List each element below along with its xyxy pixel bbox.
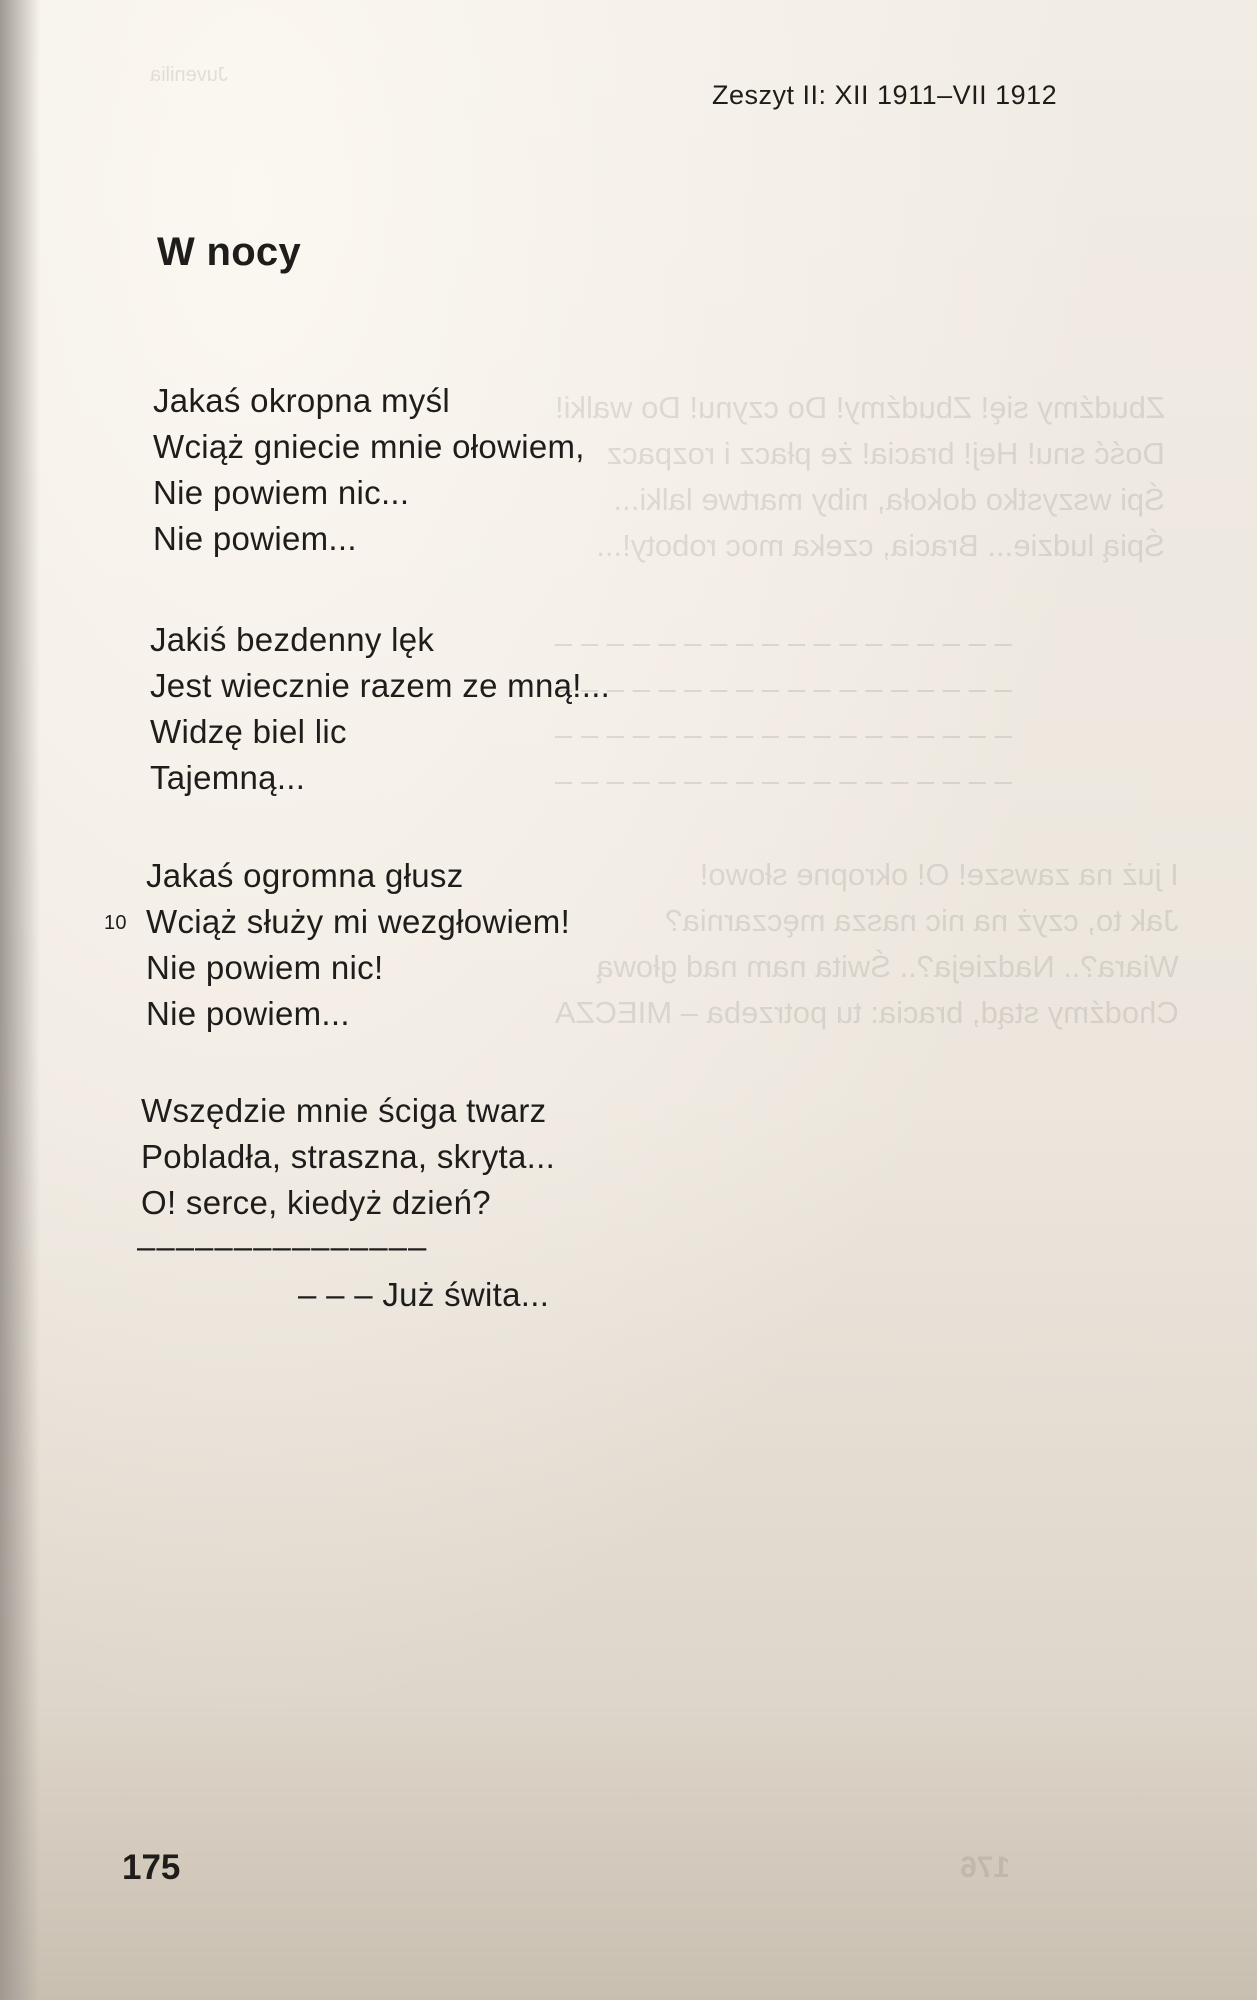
bleed-through-line: Jak to, czyż na nic nasza męczarnia? <box>665 903 1179 938</box>
bleed-through-line: Śpią ludzie... Bracia, czeka moc roboty!... <box>596 528 1165 563</box>
poem-line: Jest wiecznie razem ze mną!... <box>150 667 611 704</box>
stanza-1 <box>153 378 585 562</box>
poem-line: Tajemną... <box>150 759 306 796</box>
bleed-through-line: I już na zawsze! O! okropne słowo! <box>699 857 1179 892</box>
bleed-through-line: Śpi wszystko dokoła, niby martwe lalki... <box>613 482 1165 517</box>
poem-title: W nocy <box>157 230 302 274</box>
bleed-through-stanza <box>555 852 1179 1036</box>
poem-line: Wciąż gniecie mnie ołowiem, <box>153 428 585 465</box>
poem-line-numbered <box>104 899 571 945</box>
bleed-through-line: – – – – – – – – – – – – – – – – – – <box>555 671 1012 706</box>
closing-line: – – – Już świta... <box>298 1276 550 1313</box>
bleed-through-head: Juvenilia <box>150 64 228 86</box>
bleed-through-stanza <box>555 620 1012 804</box>
bleed-through-line: – – – – – – – – – – – – – – – – – – <box>555 717 1012 752</box>
poem-line: Pobladła, straszna, skryta... <box>141 1138 556 1175</box>
bleed-through-line: – – – – – – – – – – – – – – – – – – <box>555 763 1012 798</box>
running-head: Zeszyt II: XII 1911–VII 1912 <box>712 80 1058 110</box>
stanza-4 <box>141 1088 555 1226</box>
poem-line: Nie powiem... <box>146 995 350 1032</box>
poem-line: Nie powiem... <box>153 520 357 557</box>
bleed-through-line: – – – – – – – – – – – – – – – – – – <box>555 625 1012 660</box>
poem-line: Jakaś ogromna głusz <box>146 857 464 894</box>
stanza-3 <box>104 853 571 1037</box>
dash-rule: ––––––––––––––– <box>137 1228 428 1265</box>
poem-line: Nie powiem nic! <box>146 949 384 986</box>
line-number: 10 <box>104 912 127 934</box>
poem-line: Jakaś okropna myśl <box>153 382 451 419</box>
page-number: 175 <box>122 1848 181 1887</box>
bleed-through-line: Chodźmy stąd, bracia: tu potrzeba – MIECZA <box>555 995 1179 1030</box>
stanza-2 <box>150 617 610 801</box>
poem-line: Wszędzie mnie ściga twarz <box>141 1092 547 1129</box>
bleed-through-line: Zbudźmy się! Zbudźmy! Do czynu! Do walki! <box>555 390 1165 425</box>
bleed-through-line: Dość snu! Hej! bracia! że płacz i rozpacz <box>606 436 1165 471</box>
bleed-through-page-number: 176 <box>960 1851 1011 1884</box>
bleed-through-line: Wiara?.. Nadzieja?.. Świta nam nad głową <box>596 949 1179 984</box>
poem-line: Nie powiem nic... <box>153 474 410 511</box>
bleed-through-stanza <box>555 385 1165 569</box>
poem-line: Jakiś bezdenny lęk <box>150 621 435 658</box>
poem-line: O! serce, kiedyż dzień? <box>141 1184 491 1221</box>
poem-line: Widzę biel lic <box>150 713 347 750</box>
poem-line-text: Wciąż służy mi wezgłowiem! <box>146 903 571 940</box>
page-gutter-shadow <box>0 0 40 2000</box>
